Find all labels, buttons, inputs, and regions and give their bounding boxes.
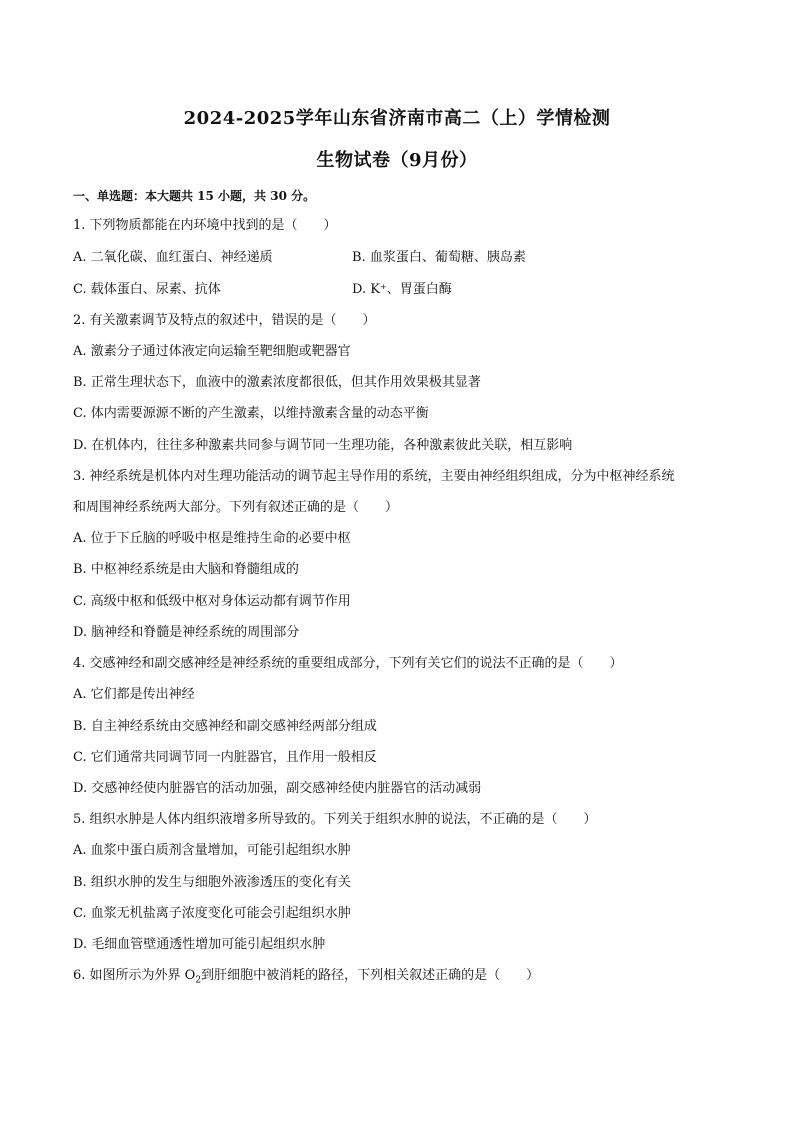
document-subtitle: 生物试卷（9月份） bbox=[316, 150, 478, 171]
question-3-option-b: B. 中枢神经系统是由大脑和脊髓组成的 bbox=[73, 562, 299, 577]
question-4-option-c: C. 它们通常共同调节同一内脏器官，且作用一般相反 bbox=[73, 750, 377, 765]
question-3-option-a: A. 位于下丘脑的呼吸中枢是维持生命的必要中枢 bbox=[73, 531, 351, 546]
question-5-option-d: D. 毛细血管壁通透性增加可能引起组织水肿 bbox=[73, 937, 326, 952]
question-3-stem-line-1: 3. 神经系统是机体内对生理功能活动的调节起主导作用的系统，主要由神经组织组成，分为中枢神经系统 bbox=[73, 469, 675, 484]
question-2-option-b: B. 正常生理状态下，血液中的激素浓度都很低，但其作用效果极其显著 bbox=[73, 375, 481, 390]
question-4-option-a: A. 它们都是传出神经 bbox=[73, 687, 195, 702]
question-3-option-d: D. 脑神经和脊髓是神经系统的周围部分 bbox=[73, 625, 300, 640]
section-heading: 一、单选题：本大题共 15 小题，共 30 分。 bbox=[73, 189, 316, 203]
question-4-option-b: B. 自主神经系统由交感神经和副交感神经两部分组成 bbox=[73, 719, 377, 734]
question-4-option-d: D. 交感神经使内脏器官的活动加强，副交感神经使内脏器官的活动减弱 bbox=[73, 781, 482, 796]
question-2-stem: 2. 有关激素调节及特点的叙述中，错误的是（ ） bbox=[73, 313, 376, 328]
question-5-option-a: A. 血浆中蛋白质剂含量增加，可能引起组织水肿 bbox=[73, 843, 351, 858]
question-5-option-c: C. 血浆无机盐离子浓度变化可能会引起组织水肿 bbox=[73, 906, 351, 921]
question-1-option-d: D. K⁺、胃蛋白酶 bbox=[352, 282, 452, 297]
question-5-stem: 5. 组织水肿是人体内组织液增多所导致的。下列关于组织水肿的说法，不正确的是（ ） bbox=[73, 812, 597, 827]
question-3-stem-line-2: 和周围神经系统两大部分。下列有叙述正确的是（ ） bbox=[73, 500, 399, 515]
question-2-option-c: C. 体内需要源源不断的产生激素，以维持激素含量的动态平衡 bbox=[73, 406, 429, 421]
question-3-option-c: C. 高级中枢和低级中枢对身体运动都有调节作用 bbox=[73, 594, 351, 609]
question-6-stem-subscript: 2 bbox=[195, 975, 202, 986]
question-2-option-a: A. 激素分子通过体液定向运输至靶细胞或靶器官 bbox=[73, 344, 351, 359]
question-6-stem bbox=[73, 967, 539, 990]
question-4-stem: 4. 交感神经和副交感神经是神经系统的重要组成部分，下列有关它们的说法不正确的是（ ） bbox=[73, 656, 623, 671]
question-2-option-d: D. 在机体内，往往多种激素共同参与调节同一生理功能，各种激素彼此关联，相互影响 bbox=[73, 438, 573, 453]
document-title: 2024-2025学年山东省济南市高二（上）学情检测 bbox=[183, 108, 611, 129]
question-6-stem-post: 到肝细胞中被消耗的路径，下列相关叙述正确的是（ ） bbox=[201, 968, 540, 983]
question-6-stem-pre: 6. 如图所示为外界 O bbox=[73, 968, 196, 983]
question-5-option-b: B. 组织水肿的发生与细胞外液渗透压的变化有关 bbox=[73, 875, 351, 890]
question-1-option-c: C. 载体蛋白、尿素、抗体 bbox=[73, 282, 221, 297]
question-1-stem: 1. 下列物质都能在内环境中找到的是（ ） bbox=[73, 218, 337, 233]
question-1-option-a: A. 二氧化碳、血红蛋白、神经递质 bbox=[73, 250, 273, 265]
question-1-option-b: B. 血浆蛋白、葡萄糖、胰岛素 bbox=[352, 250, 526, 265]
